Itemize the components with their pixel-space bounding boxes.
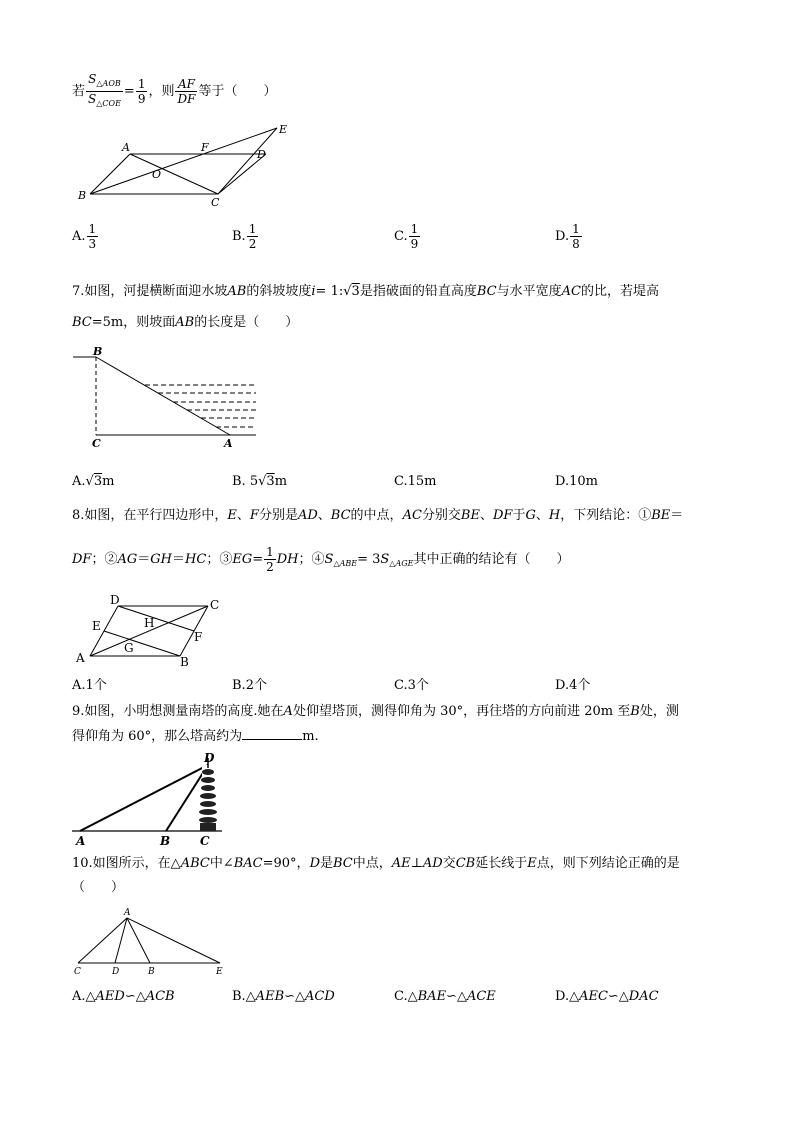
q6-option-a[interactable]: A. $\frac{1}{3}$ — [72, 222, 97, 251]
q6-label-E: E — [279, 123, 288, 136]
q7-stem-line2: BC=5m，则坡面AB的长度是（ ） — [72, 315, 299, 330]
q8-stem-line1: 8.如图，在平行四边形中，E、F分别是AD、BC的中点，AC分别交BE、DF于G、H，下列结论：①BE＝ — [72, 508, 684, 523]
q6-prefix: 若 — [72, 84, 86, 99]
q8-stem-line2: DF；②AG＝GH＝HC；③EG= $\frac{1}{2}$ DH；$④S_{\triangle ABE}= 3S_{\triangle AGE}$其中正确的结论有（ ） — [72, 545, 570, 574]
q10-label-B: B — [148, 967, 155, 977]
q7-option-b[interactable]: B. 5√3m — [232, 474, 288, 489]
q6-label-A: A — [122, 141, 130, 154]
q8-label-B: B — [180, 655, 189, 669]
q7-label-C: C — [92, 437, 101, 450]
q10-figure — [70, 903, 230, 978]
q7-option-a[interactable]: A.√3m — [72, 474, 115, 489]
q6-option-b[interactable]: B. $\frac{1}{2}$ — [232, 222, 257, 251]
q10-option-c[interactable]: C.△BAE∽△ACE — [394, 989, 496, 1004]
q8-option-d[interactable]: D.4个 — [555, 678, 591, 693]
q10-label-E: E — [216, 967, 223, 977]
q9-label-A: A — [76, 834, 86, 848]
q8-label-D: D — [110, 593, 120, 607]
q8-option-b[interactable]: B.2个 — [232, 678, 267, 693]
q8-label-C: C — [210, 598, 220, 612]
q10-label-A: A — [124, 908, 131, 918]
q6-label-D: D — [257, 148, 266, 161]
q8-label-E: E — [92, 619, 101, 633]
q6-af-df: $\frac{AF}{DF}$ — [177, 77, 196, 106]
q6-label-B: B — [78, 189, 87, 202]
q6-label-O: O — [152, 168, 162, 181]
q10-option-d[interactable]: D.△AEC∽△DAC — [555, 989, 659, 1004]
q8-figure — [70, 590, 230, 670]
q8-option-a[interactable]: A.1个 — [72, 678, 107, 693]
q8-label-H: H — [144, 616, 155, 630]
q9-label-B: B — [160, 834, 171, 848]
q9-answer-blank[interactable] — [242, 727, 302, 740]
q10-label-D: D — [112, 967, 120, 977]
q6-ratio-value: $\frac{1}{9}$ — [137, 77, 146, 106]
q6-label-F: F — [201, 141, 209, 154]
q6-label-C: C — [211, 196, 220, 209]
q6-area-ratio: $\frac{S_{\triangle AOB}}{S_{\triangle COE}}$ — [88, 72, 121, 108]
q9-label-C: C — [200, 834, 210, 848]
q10-option-a[interactable]: A.△AED∽△ACB — [72, 989, 175, 1004]
q6-option-c[interactable]: C. $\frac{1}{9}$ — [394, 222, 419, 251]
q8-label-F: F — [194, 630, 203, 644]
q7-label-A: A — [224, 437, 233, 450]
q7-stem-line1: 7.如图，河提横断面迎水坡AB的斜坡坡度i= 1:√3是指破面的铅直高度BC与水平宽度AC的比，若堤高 — [72, 284, 659, 299]
q8-label-A: A — [76, 651, 85, 665]
q8-option-c[interactable]: C.3个 — [394, 678, 429, 693]
q10-label-C: C — [74, 967, 81, 977]
q6-stem: 若 $\frac{S_{\triangle AOB}}{S_{\triangle COE}}$ = $\frac{1}{9}$ ，则 $\frac{AF}{DF}$ 等于（ ） — [72, 72, 276, 111]
q9-label-D: D — [204, 751, 215, 765]
q10-option-b[interactable]: B.△AEB∽△ACD — [232, 989, 335, 1004]
q7-label-B: B — [93, 345, 103, 358]
q6-option-d[interactable]: D. $\frac{1}{8}$ — [555, 222, 580, 251]
q10-stem-line2: （ ） — [72, 880, 125, 895]
q9-figure — [70, 750, 230, 850]
q7-option-c[interactable]: C.15m — [394, 474, 437, 489]
q7-figure — [70, 345, 265, 450]
q10-stem-line1: 10.如图所示，在△ABC中∠BAC=90°，D是BC中点，AE⊥AD交CB延长线于E点，则下列结论正确的是 — [72, 856, 680, 871]
q7-option-d[interactable]: D.10m — [555, 474, 598, 489]
q9-stem-line1: 9.如图，小明想测量南塔的高度.她在A处仰望塔顶，测得仰角为 30°，再往塔的方向前进 20m 至B处，测 — [72, 704, 679, 719]
q9-stem-line2: 得仰角为 60°，那么塔高约为 m. — [72, 729, 319, 744]
q8-label-G: G — [124, 641, 134, 655]
q6-figure — [70, 120, 300, 210]
